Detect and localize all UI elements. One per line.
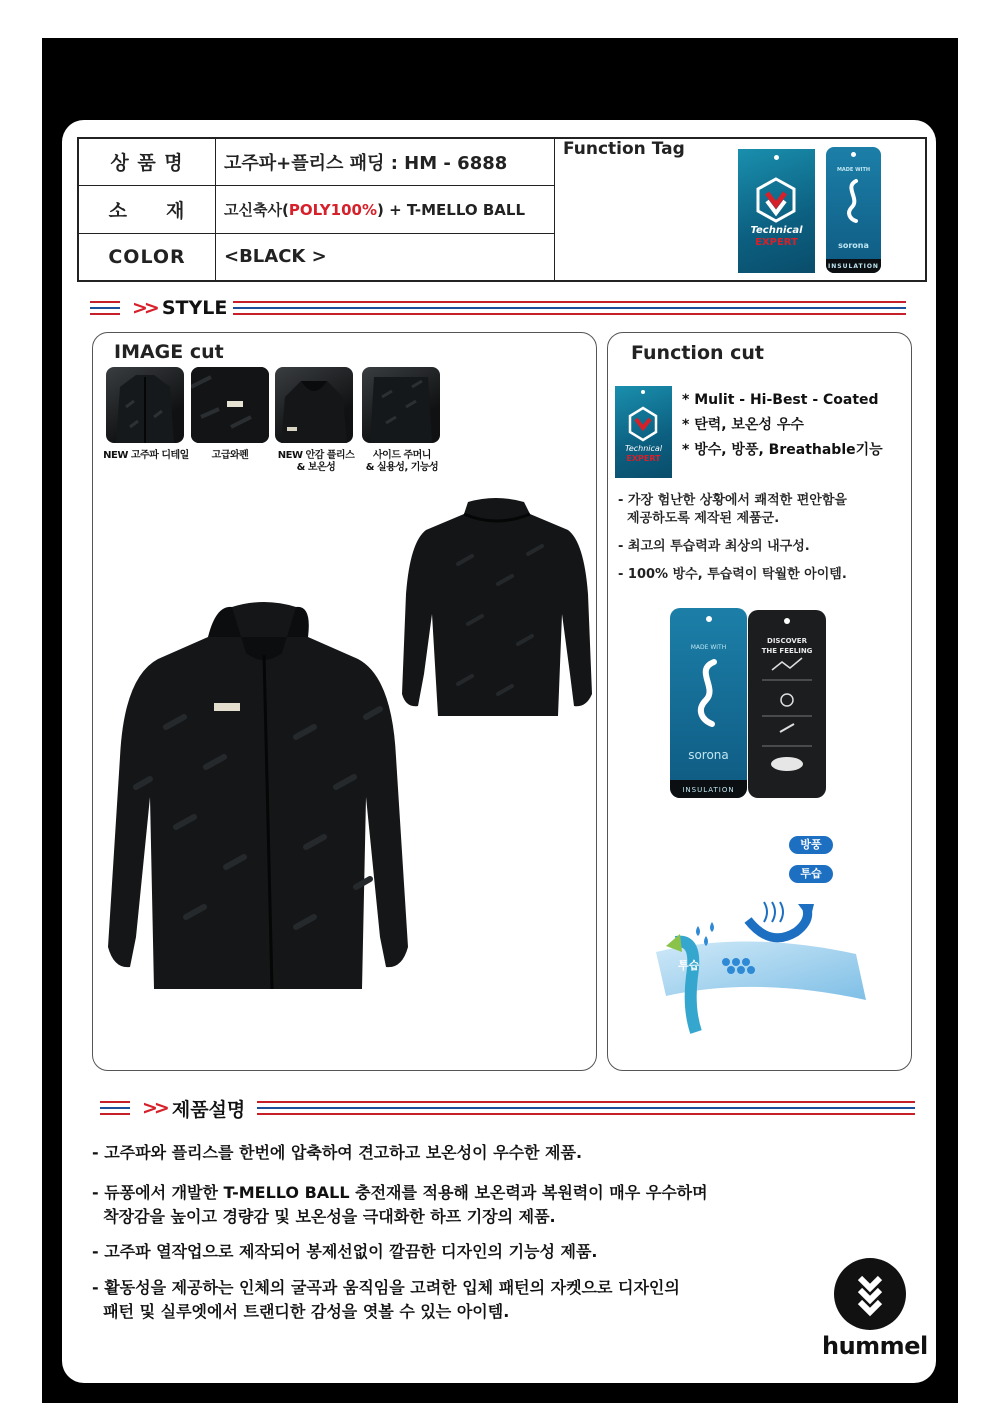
sorona-tag-image — [826, 147, 881, 273]
hummel-logo-icon — [834, 1258, 906, 1330]
diagram-breathable-label: 투습 — [678, 959, 700, 972]
sorona-logo-icon — [826, 147, 881, 273]
function-bullet: * Mulit - Hi-Best - Coated — [682, 392, 879, 408]
technical-expert-tag-image — [738, 149, 815, 273]
technical-expert-small-logo-icon — [615, 386, 672, 478]
description-item-2: - 듀퐁에서 개발한 T-MELLO BALL 충전재를 적용해 보온력과 복원력이 매우 우수하며 착장감을 높이고 경량감 및 보온성을 극대화한 하프 기장의 제품. — [92, 1183, 708, 1226]
material-value — [216, 185, 555, 233]
function-desc-2: - 최고의 투습력과 최상의 내구성. — [618, 539, 810, 554]
color-value: <BLACK > — [216, 233, 555, 281]
thumbnail-detail[interactable] — [106, 367, 184, 443]
style-section-header — [90, 298, 906, 318]
thumbnail-side-pocket[interactable] — [362, 367, 440, 443]
function-bullet: * 탄력, 보온성 우수 — [682, 417, 804, 433]
function-bullets — [682, 388, 883, 463]
sorona-large-logo-icon — [670, 608, 747, 798]
discover-tag-icons — [748, 610, 826, 798]
small-tag-technical-text: Technical — [624, 444, 663, 453]
large-tag-insulation-text: INSULATION — [682, 786, 735, 794]
function-desc-1: - 가장 험난한 상황에서 쾌적한 편안함을 제공하도록 제작된 제품군. — [618, 493, 847, 526]
breathable-badge: 투습 — [789, 865, 833, 883]
jacket-front-image — [96, 597, 420, 996]
function-tag-label: Function Tag — [563, 139, 685, 159]
tag-made-with-text: MADE WITH — [836, 167, 871, 173]
thumbnail-fleece-lining[interactable] — [275, 367, 353, 443]
technical-expert-logo-icon — [738, 149, 815, 273]
double-chevron-icon: >> — [132, 297, 156, 319]
function-bullet: * 방수, 방풍, Breathable기능 — [682, 442, 883, 458]
description-title: 제품설명 — [171, 1098, 246, 1121]
thumbnail-caption-2: 고급와펜 — [211, 450, 249, 461]
material-suffix: ) + T-MELLO BALL — [377, 200, 526, 219]
sorona-large-tag — [670, 608, 747, 798]
spec-table — [77, 137, 927, 282]
product-name-value: 고주파+플리스 패딩 : HM - 6888 — [216, 138, 555, 185]
style-title: STYLE — [161, 297, 228, 319]
double-chevron-icon: >> — [142, 1097, 166, 1119]
technical-expert-small-tag — [615, 386, 672, 478]
jacket-back-image — [398, 494, 594, 722]
brand-name: hummel — [822, 1332, 928, 1360]
small-tag-expert-text: EXPERT — [626, 454, 661, 463]
thumbnail-patch[interactable] — [191, 367, 269, 443]
color-label: COLOR — [78, 233, 216, 281]
tag-insulation-text: INSULATION — [828, 263, 879, 270]
function-desc-3: - 100% 방수, 투습력이 탁월한 아이템. — [618, 567, 847, 582]
large-tag-sorona-text: sorona — [688, 748, 729, 762]
product-name-label: 상 품 명 — [78, 138, 216, 185]
function-cut-title: Function cut — [631, 342, 765, 364]
description-item-4: - 활동성을 제공하는 인체의 굴곡과 움직임을 고려한 입체 패턴의 자켓으로 디자인의 패턴 및 실루엣에서 트랜디한 감성을 엿볼 수 있는 아이템. — [92, 1278, 680, 1321]
large-tag-made-with-text: MADE WITH — [690, 644, 727, 651]
tag-expert-text: EXPERT — [755, 237, 798, 248]
tag-technical-text: Technical — [750, 225, 803, 236]
material-highlight: POLY100% — [288, 200, 377, 219]
thumbnail-caption-1: NEW 고주파 디테일 — [103, 450, 189, 461]
material-prefix: 고신축사( — [224, 200, 289, 219]
image-cut-title: IMAGE cut — [114, 341, 224, 363]
description-item-1: - 고주파와 플리스를 한번에 압축하여 견고하고 보온성이 우수한 제품. — [92, 1143, 583, 1162]
tag-sorona-text: sorona — [838, 241, 869, 250]
discover-tag-text: DISCOVER THE FEELING — [761, 637, 813, 655]
material-label: 소 재 — [78, 185, 216, 233]
discover-tag — [748, 610, 826, 798]
thumbnail-caption-4: 사이드 주머니 & 실용성, 기능성 — [365, 450, 439, 473]
description-item-3: - 고주파 열작업으로 제작되어 봉제선없이 깔끔한 디자인의 기능성 제품. — [92, 1242, 598, 1261]
thumbnail-caption-3: NEW 안감 플리스 & 보온성 — [277, 450, 355, 473]
windproof-badge: 방풍 — [789, 836, 833, 854]
breathable-membrane-diagram — [636, 892, 876, 1042]
description-section-header — [100, 1097, 915, 1121]
function-tag-cell — [555, 138, 927, 281]
